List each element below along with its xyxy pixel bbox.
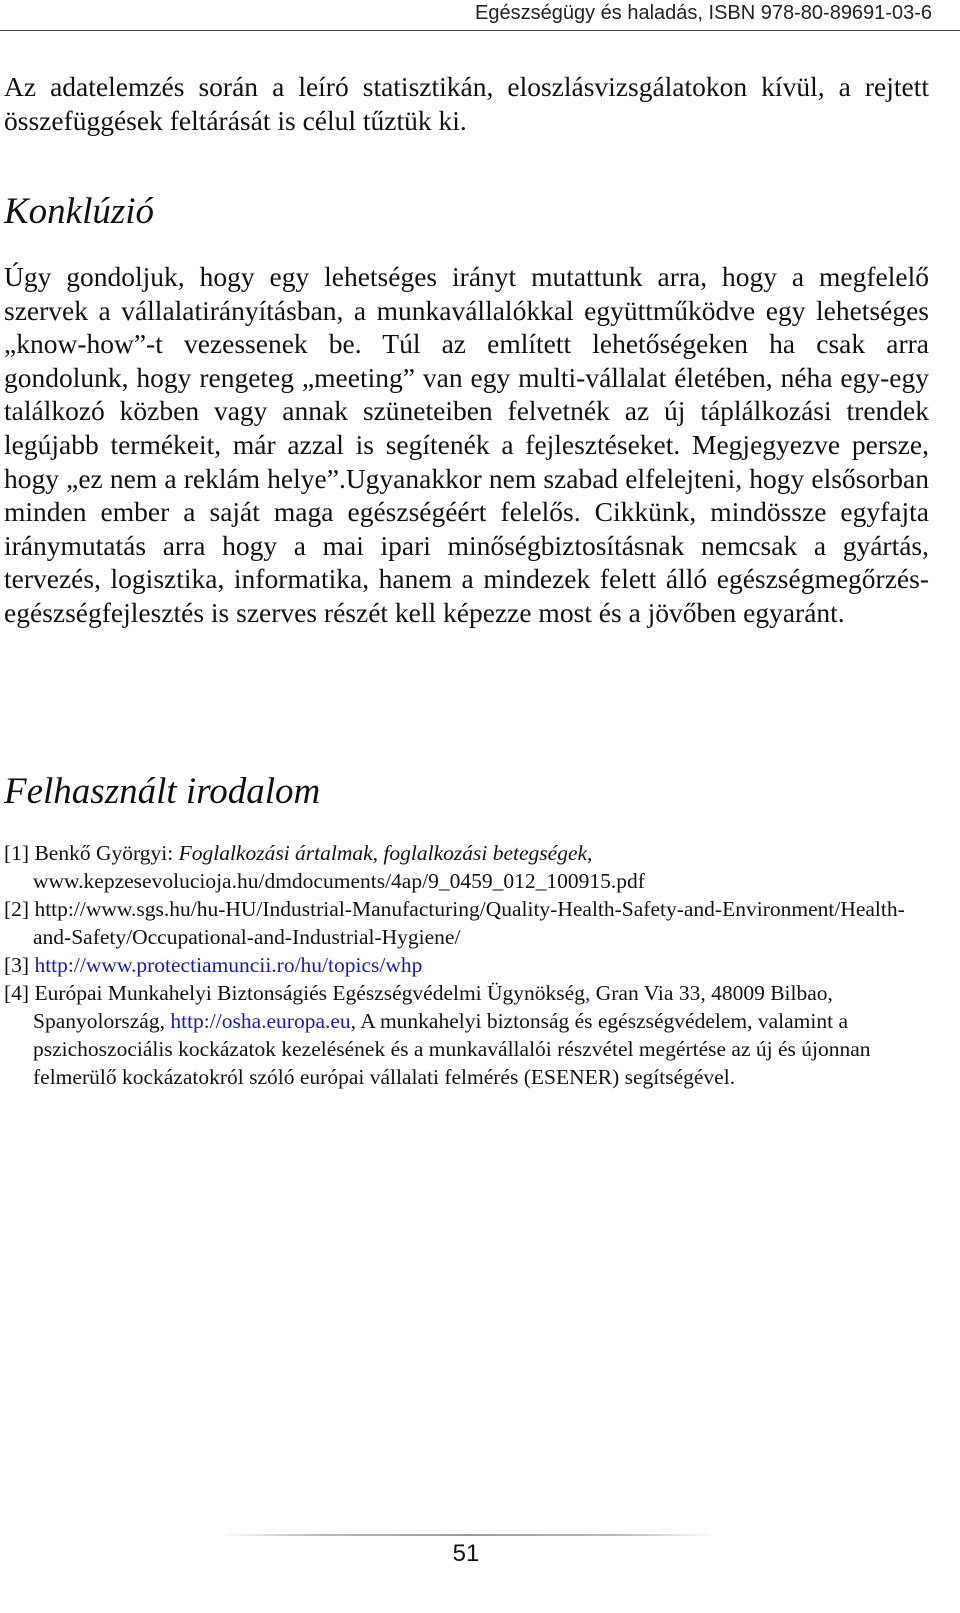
reference-item-1 (4, 839, 929, 895)
reference-link[interactable]: http://www.protectiamuncii.ro/hu/topics/whp (34, 953, 423, 977)
footer-rule (224, 1534, 712, 1536)
intro-paragraph: Az adatelemzés során a leíró statisztikán, eloszlásvizsgálatokon kívül, a rejtett összefüggések feltárását is célul tűztük ki. (4, 71, 929, 136)
konkluzio-paragraph: Úgy gondoljuk, hogy egy lehetséges irányt mutattunk arra, hogy a megfelelő szervek a vállalatirányításban, a munkavállalókkal együttműködve egy lehetséges „know-how”-t vezessenek be. Túl az említett lehetőségeken ha csak arra gondolunk, hogy rengeteg „meeting” van egy multi-vállalat életében, néha egy-egy találkozó közben vagy annak szüneteiben felvetnék az új táplálkozási trendek legújabb termékeit, már azzal is segítenék a fejlesztéseket. Megjegyezve persze, hogy „ez nem a reklám helye”.Ugyanakkor nem szabad elfelejteni, hogy elsősorban minden ember a saját maga egészségéért felelős. Cikkünk, mindössze egyfajta iránymutatás arra hogy a mai ipari minőségbiztosításnak nemcsak a gyártás, tervezés, logisztika, informatika, hanem a mindezek felett álló egészségmegőrzés-egészségfejlesztés is szerves részét kell képezze most és a jövőben egyaránt. (4, 261, 929, 628)
reference-url[interactable]: www.kepzesevolucioja.hu/dmdocuments/4ap/9_0459_012_100915.pdf (33, 869, 645, 893)
reference-comma: , (584, 981, 591, 1005)
page-number: 51 (452, 1540, 480, 1567)
header-rule (0, 30, 960, 31)
reference-text-description: , A munkahelyi biztonság és egészségvédelem, valamint a pszichoszociális kockázatok kezelésének és a munkavállalói részvétel megértése az új és újonnan felmerülő kockázatokról szóló európai vállalati felmérés (ESENER) segítségével. (33, 1009, 871, 1089)
reference-item-4 (4, 979, 929, 1091)
reference-number: [4] (4, 981, 30, 1005)
reference-number: [3] (4, 953, 30, 977)
running-header: Egészségügy és haladás, ISBN 978-80-89691-03-6 (475, 2, 932, 24)
reference-number: [1] (4, 841, 30, 865)
reference-list (4, 839, 929, 1091)
reference-item-2 (4, 895, 929, 951)
reference-url[interactable]: http://www.sgs.hu/hu-HU/Industrial-Manufacturing/Quality-Health-Safety-and-Environment/Health-and-Safety/Occupational-and-Industrial-Hygiene/ (33, 897, 905, 949)
reference-item-3 (4, 951, 929, 979)
reference-number: [2] (4, 897, 30, 921)
section-title-references: Felhasznált irodalom (4, 771, 321, 812)
reference-text-agency: Európai Munkahelyi Biztonságiés Egészségvédelmi Ügynökség (34, 981, 585, 1005)
reference-link[interactable]: http://osha.europa.eu (170, 1009, 351, 1033)
reference-text-address: Gran Via 33, 48009 Bilbao, Spanyolország, (33, 981, 833, 1033)
reference-title: Foglalkozási ártalmak, foglalkozási betegségek, (178, 841, 593, 865)
section-title-konkluzio: Konklúzió (4, 191, 155, 232)
reference-author: Benkő Györgyi: (34, 841, 179, 865)
